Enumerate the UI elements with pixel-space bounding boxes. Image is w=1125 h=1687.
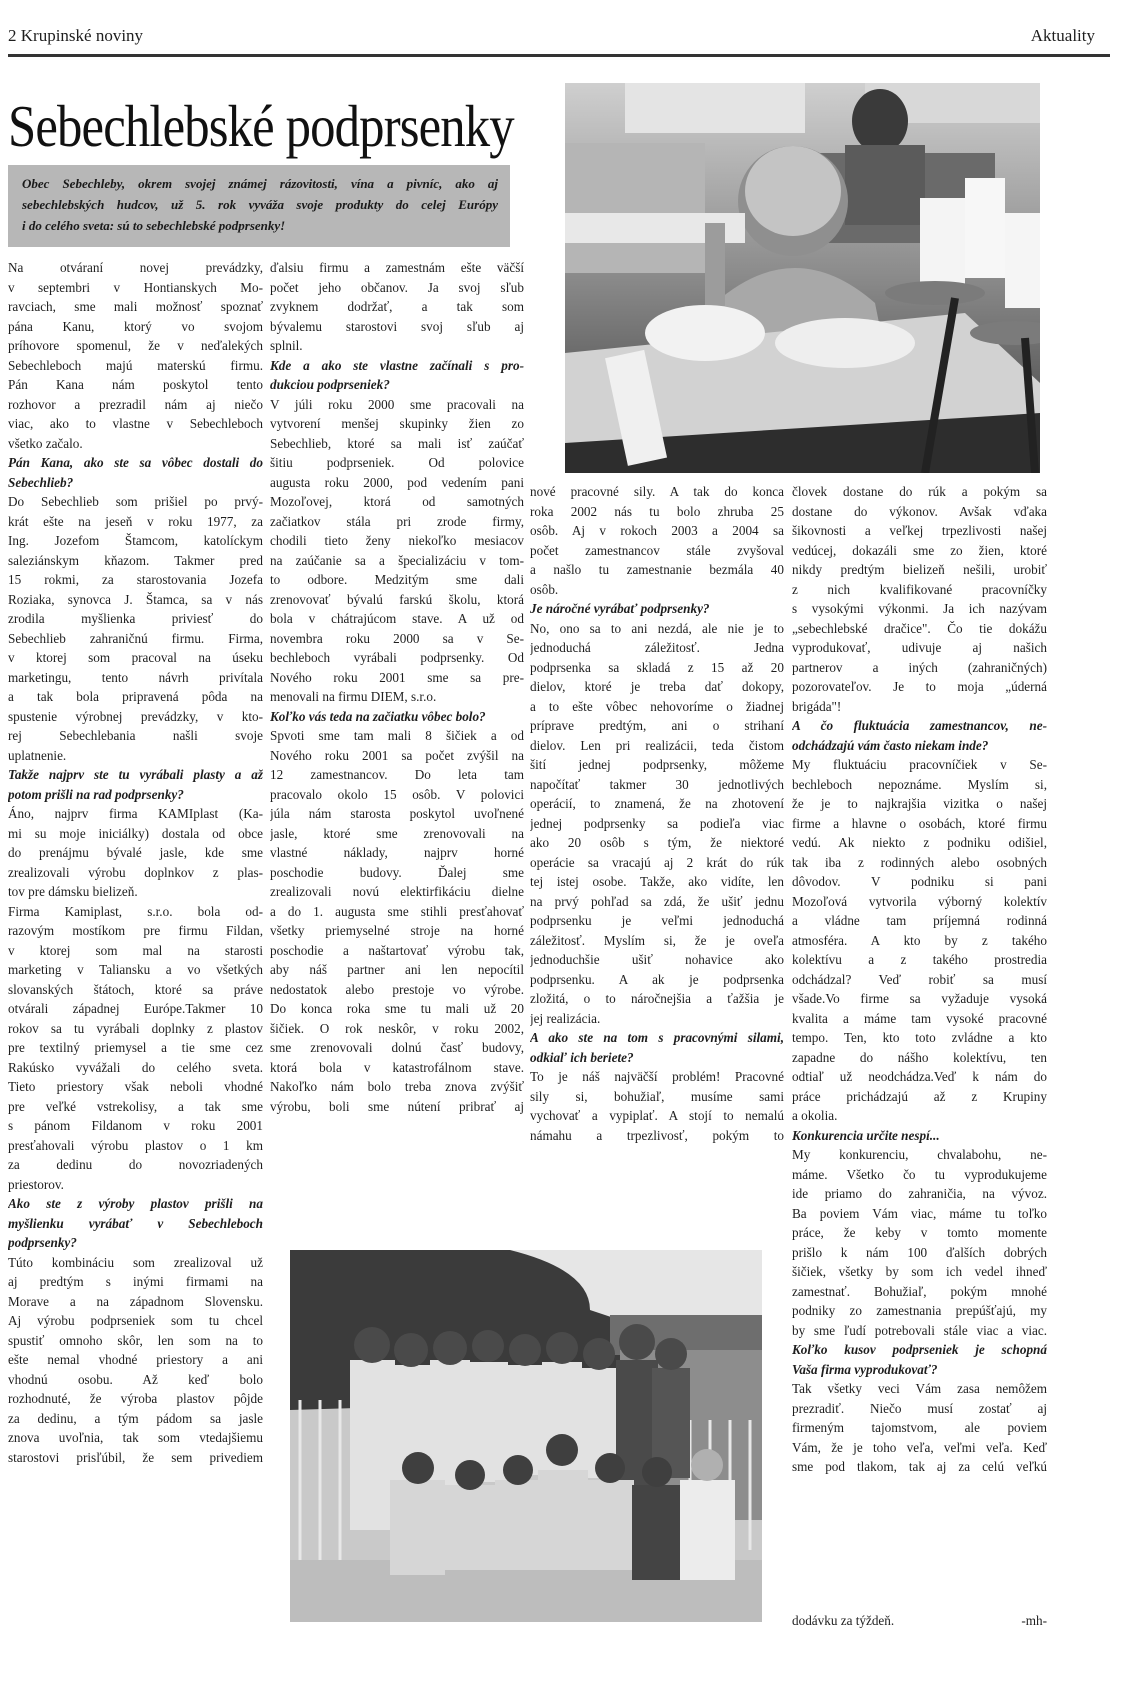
- article-text-line: a tak bola pripravená pôda na: [8, 689, 263, 704]
- article-text-line: vlastné náklady, najprv horné: [270, 845, 524, 860]
- article-text-line: Spvoti sme tam mali 8 šičiek a od: [270, 728, 524, 743]
- article-text-line: spustenie výrobnej prevádzky, v kto-: [8, 708, 263, 724]
- article-text-line: všade.Vo firme sa vyžaduje vysoká: [792, 991, 1047, 1006]
- article-text-line: chodili tieto ženy niekoľko mesiacov: [270, 533, 524, 548]
- section-label: Aktuality: [1030, 26, 1095, 45]
- article-text-line: na zaúčanie sa a špecializáciu v tom-: [270, 552, 524, 568]
- article-text-line: zložitá, o to náročnejšia a ťažšia je: [530, 991, 784, 1006]
- article-text-line: splnil.: [270, 338, 303, 353]
- closing-row: [792, 1611, 1047, 1631]
- article-text-line: a to ešte vôbec nehovoríme o žiadnej: [530, 698, 784, 714]
- article-text-line: nedostatok alebo prestoje vo výrobe.: [270, 981, 524, 997]
- article-text-line: s pánom Fildanom v roku 2001: [8, 1118, 263, 1133]
- article-text-line: pre textilný priemysel a tie sme cez: [8, 1040, 263, 1055]
- article-text-line: brigáda"!: [792, 698, 842, 714]
- article-text-line: s vysokými výkonmi. Ja ich nazývam: [792, 601, 1047, 616]
- article-text-line: kolektívu a z takého prostredia: [792, 952, 1047, 967]
- article-text-line: a vládne tam príjemná rodinná: [792, 913, 1047, 928]
- interview-question-line: Konkurencia určite nespí...: [792, 1127, 940, 1143]
- article-title: Sebechlebské podprsenky: [8, 93, 514, 159]
- page-number-paper-name: 2 Krupinské noviny: [8, 26, 144, 45]
- article-text-line: aby náš partner ani len nepocítil: [270, 962, 524, 977]
- article-text-line: Sebechlieb zahraničnú firmu. Firma,: [8, 630, 263, 646]
- article-text-line: novembra roku 2000 sa v Se-: [270, 630, 524, 646]
- article-text-line: operácie sa vracajú aj 2 krát do rúk: [530, 854, 784, 870]
- article-text-line: zrodila myšlienka priviesť do: [8, 611, 263, 626]
- article-text-line: osôb. Aj v rokoch 2003 a 2004 sa: [530, 523, 784, 538]
- article-text-line: bechleboch nepoznáme. Myslím si,: [792, 776, 1047, 792]
- interview-question-line: odchádzajú vám často niekam inde?: [792, 737, 989, 753]
- closing-line: dodávku za týždeň.: [792, 1613, 895, 1628]
- article-text-line: podprsenka sa skladá z 15 až 20: [530, 659, 784, 675]
- article-text-line: operácií, to znamená, že na zhotovení: [530, 796, 784, 811]
- article-text-line: zamestnať. Bohužiaľ, pokým mnohé: [792, 1283, 1047, 1299]
- article-text-line: augusta roku 2000, pod vedením pani: [270, 474, 524, 490]
- article-text-line: firme a hlavne o osobách, ktoré firmu: [792, 815, 1047, 831]
- article-text-line: sily si, bohužiaľ, musíme sami: [530, 1088, 784, 1104]
- article-text-line: Tieto priestory však neboli vhodné: [8, 1079, 263, 1094]
- article-text-line: saleziánskym kňazom. Takmer pred: [8, 552, 263, 568]
- article-column-3: [530, 482, 784, 1145]
- article-text-line: Aj výrobu podprseniek som tu chcel: [8, 1313, 263, 1328]
- article-text-line: Firma Kamiplast, s.r.o. bola od-: [8, 903, 263, 919]
- article-text-line: uplatnenie.: [8, 747, 67, 763]
- article-text-line: v septembri v Hontianskych Mo-: [8, 279, 263, 295]
- article-text-line: ktorá bola v katastrofálnom stave.: [270, 1059, 524, 1075]
- article-text-line: prišlo k nám 100 ďalších dobrých: [792, 1244, 1047, 1260]
- article-text-line: kvalita a máme tam vysoké pracovné: [792, 1010, 1047, 1026]
- article-text-line: Morave a na západnom Slovensku.: [8, 1293, 263, 1309]
- article-text-line: dielov. Len pri realizácii, teda čistom: [530, 737, 784, 753]
- article-text-line: Ing. Jozefom Štamcom, katolíckym: [8, 533, 263, 548]
- article-text-line: 15 rokmi, za starostovania Jozefa: [8, 572, 263, 587]
- article-text-line: jednej podprsenky sa podieľa viac: [530, 815, 784, 831]
- article-text-line: My konkurenciu, chvalabohu, ne-: [792, 1147, 1047, 1162]
- article-text-line: šičiek, všetky by som ich vedel ihneď: [792, 1264, 1047, 1279]
- article-text-line: podprsenku je veľmi jednoduchá: [530, 913, 784, 928]
- article-text-line: pána Kanu, ktorý vo svojom: [8, 318, 263, 334]
- article-text-line: počet jeho občanov. Ja svoj sľub: [270, 279, 524, 295]
- article-text-line: Mozoľovej, ktorá od samotných: [270, 494, 524, 509]
- article-text-line: zrealizovali výrobu doplnkov z plas-: [8, 864, 263, 880]
- article-text-line: Pán Kana nám poskytol tento: [8, 377, 263, 392]
- article-text-line: a našlo tu zamestnanie bezmála 40: [530, 562, 784, 577]
- article-text-line: „sebechlebské dračice". Čo tie dokážu: [792, 620, 1047, 636]
- interview-question-line: potom prišli na rad podprsenky?: [8, 786, 184, 802]
- article-text-line: práce prichádzajú až z Krupiny: [792, 1088, 1047, 1104]
- article-lead-box: [8, 165, 510, 247]
- article-text-line: za dedinu do novozriadených: [8, 1157, 263, 1172]
- article-text-line: presťahovali výrobu plastov o 1 km: [8, 1137, 263, 1153]
- article-text-line: To je náš najväčší problém! Pracovné: [530, 1069, 784, 1084]
- article-text-line: a okolia.: [792, 1108, 838, 1123]
- article-text-line: priestorov.: [8, 1176, 64, 1192]
- interview-question-line: Ako ste z výroby plastov prišli na: [8, 1196, 263, 1211]
- interview-question-line: A čo fluktuácia zamestnancov, ne-: [792, 718, 1047, 733]
- photo-group-of-workers: [290, 1250, 762, 1622]
- article-text-line: podniky zo zamestnania prepúšťajú, my: [792, 1303, 1047, 1318]
- article-text-line: výrobu, boli sme nútení pribrať aj: [270, 1098, 524, 1114]
- article-text-line: máme. Všetko čo tu vyprodukujeme: [792, 1166, 1047, 1182]
- article-text-line: šití jednej podprsenky, môžeme: [530, 757, 784, 772]
- article-text-line: prezradiť. Niečo musí zostať aj: [792, 1400, 1047, 1416]
- interview-question-line: Pán Kana, ako ste sa vôbec dostali do: [8, 455, 263, 470]
- article-text-line: námahu a trpezlivosť, pokým to: [530, 1127, 784, 1143]
- lead-line: i do celého sveta: sú to sebechlebské podprsenky!: [22, 218, 286, 233]
- article-text-line: to odbore. Medzitým sme dali: [270, 572, 524, 587]
- article-text-line: No, ono sa to ani nezdá, ale nie je to: [530, 620, 784, 636]
- article-text-line: vychovať a vypiplať. A stojí to nemalú: [530, 1108, 784, 1123]
- article-text-line: rozhovor a prezradil nám aj niečo: [8, 396, 263, 412]
- interview-question-line: dukciou podprseniek?: [270, 377, 390, 392]
- article-text-line: jednoduchá záležitosť. Jedna: [530, 640, 784, 655]
- article-text-line: zrealizovali novú elektirfikáciu dielne: [270, 884, 524, 899]
- article-text-line: že je to najkrajšia vizitka o našej: [792, 796, 1047, 811]
- article-text-line: tov pre dámsku bielizeň.: [8, 884, 138, 899]
- interview-question-line: Sebechlieb?: [8, 474, 74, 490]
- interview-question-line: Je náročné vyrábať podprsenky?: [530, 601, 710, 616]
- article-text-line: vedú. Ak niekto z podniku odišiel,: [792, 835, 1047, 850]
- article-text-line: Do konca roka sme tu mali už 20: [270, 1001, 524, 1016]
- article-text-line: zvyknem dodržať, a tak som: [270, 299, 524, 314]
- article-text-line: vhodnú osobu. Až keď bolo: [8, 1371, 263, 1387]
- article-text-line: spustiť omnoho skôr, len som na to: [8, 1332, 263, 1348]
- photo-seamstress: [565, 83, 1040, 473]
- article-text-line: príprave predtým, ani o strihaní: [530, 718, 784, 733]
- article-text-line: bola v chátrajúcom stave. A už od: [270, 611, 524, 626]
- article-text-line: Mozoľová vytvorila výborný kolektív: [792, 893, 1047, 909]
- article-text-line: Na otváraní novej prevádzky,: [8, 260, 263, 275]
- article-text-line: poschodie budovy. Ďalej sme: [270, 864, 524, 880]
- article-text-line: pracovalo okolo 15 osôb. V polovici: [270, 786, 524, 802]
- article-text-line: začiatkov stála pri zrode firmy,: [270, 513, 524, 529]
- article-text-line: a do 1. augusta sme stihli presťahovať: [270, 903, 524, 919]
- article-text-line: podprsenku. A ak je podprsenka: [530, 971, 784, 987]
- article-text-line: vedúcej, dokazáli sme zo žien, ktoré: [792, 542, 1047, 558]
- article-text-line: sme pod tlakom, tak aj za celú veľkú: [792, 1459, 1047, 1474]
- article-text-line: Nového roku 2001 sa počet zvýšil na: [270, 747, 524, 763]
- article-text-line: krát ešte na jeseň v roku 1977, za: [8, 513, 263, 529]
- interview-question-line: Koľko vás teda na začiatku vôbec bolo?: [270, 708, 486, 724]
- article-text-line: Ba poviem Vám viac, máme tu toľko: [792, 1205, 1047, 1221]
- article-text-line: Túto kombináciu som zrealizoval už: [8, 1254, 263, 1270]
- article-text-line: ešte nemal vhodné priestory a ani: [8, 1352, 263, 1367]
- article-text-line: odtiaľ už neodchádza.Veď k nám do: [792, 1069, 1047, 1084]
- article-text-line: firmeným tajomstvom, ale poviem: [792, 1420, 1047, 1435]
- lead-line: Obec Sebechleby, okrem svojej známej rázovitosti, vína a pivníc, ako aj: [22, 176, 498, 191]
- article-text-line: na prvý pohľad sa zdá, že ušiť jednu: [530, 893, 784, 909]
- article-text-line: zapadne do nášho kolektívu, ten: [792, 1049, 1047, 1065]
- article-text-line: rokov sa tu vyrábali doplnky z plastov: [8, 1020, 263, 1036]
- article-text-line: tempo. Ten, kto toto zvládne a kto: [792, 1030, 1047, 1045]
- article-text-line: tej istej osobe. Takže, ako vidíte, len: [530, 874, 784, 889]
- article-text-line: partnerov a iných (zahraničných): [792, 659, 1047, 675]
- article-text-line: sme zrenovovali dolnú časť budovy,: [270, 1040, 524, 1055]
- article-text-line: práce, že keby v tomto momente: [792, 1225, 1047, 1240]
- article-text-line: aj predtým s inými firmami na: [8, 1274, 263, 1289]
- article-text-line: vyprodukovať, udivuje aj našich: [792, 640, 1047, 655]
- group-photo-illustration: [290, 1250, 762, 1622]
- article-text-line: v ktorej som pracoval na úseku: [8, 650, 263, 665]
- interview-question-line: A ako ste na tom s pracovnými silami,: [530, 1030, 784, 1045]
- seamstress-photo-illustration: [565, 83, 1040, 473]
- article-text-line: dielov, ktoré je treba dať dokopy,: [530, 679, 784, 694]
- article-text-line: ravciach, sme mali možnosť spoznať: [8, 299, 263, 314]
- article-text-line: Áno, najprv firma KAMIplast (Ka-: [8, 806, 263, 821]
- article-text-line: atmosféra. A kto by z takého: [792, 932, 1047, 948]
- article-text-line: Tak všetky veci Vám zasa nemôžem: [792, 1381, 1047, 1396]
- article-text-line: bechleboch vyrábali podprsenky. Od: [270, 650, 524, 665]
- article-text-line: rozhodnuté, že výroba plastov pôjde: [8, 1391, 263, 1406]
- interview-question-line: Koľko kusov podprseniek je schopná: [792, 1342, 1047, 1357]
- article-text-line: otvárali západnej Európe.Takmer 10: [8, 1001, 263, 1016]
- article-text-line: zrenovovať bývalú farskú školu, ktorá: [270, 591, 524, 607]
- article-text-line: šitiu podprseniek. Od polovice: [270, 455, 524, 470]
- article-text-line: Nového roku 2001 sme sa pre-: [270, 669, 524, 685]
- article-text-line: odchádzal? Veď robiť sa musí: [792, 971, 1047, 987]
- article-text-line: napočítať takmer 30 jednotlivých: [530, 776, 784, 792]
- article-text-line: jej realizácia.: [530, 1010, 601, 1026]
- article-text-line: príhovore spomenul, že v neďalekých: [8, 338, 263, 353]
- article-text-line: mi su moje iniciálky) dostala od obce: [8, 825, 263, 841]
- article-text-line: záležitosť. Myslím si, že je oveľa: [530, 932, 784, 948]
- article-text-line: všetko začalo.: [8, 435, 83, 451]
- article-text-line: nové pracovné sily. A tak do konca: [530, 484, 784, 499]
- article-text-line: človek dostane do rúk a pokým sa: [792, 484, 1047, 499]
- article-text-line: šikovnosti a veľkej trpezlivosti našej: [792, 523, 1047, 538]
- article-column-4: [792, 482, 1047, 1477]
- article-text-line: dôvodov. V podniku si pani: [792, 874, 1047, 889]
- interview-question-line: podprsenky?: [8, 1235, 77, 1250]
- article-text-line: marketing v Taliansku a vo všetkých: [8, 962, 263, 977]
- article-text-line: rej Sebechlebania našli svoje: [8, 728, 263, 743]
- article-text-line: do prenájmu bývalé jasle, kde sme: [8, 845, 263, 860]
- article-text-line: Do Sebechlieb som prišiel po prvý-: [8, 494, 263, 509]
- article-text-line: v ktorej som mal na starosti: [8, 942, 263, 958]
- article-text-line: roka 2002 nás tu bolo zhruba 25: [530, 503, 784, 519]
- article-text-line: slovanských štátoch, ktoré sa práve: [8, 981, 263, 997]
- author-signature: -mh-: [1021, 1613, 1047, 1628]
- article-text-line: osôb.: [530, 581, 559, 597]
- article-text-line: V júli roku 2000 sme pracovali na: [270, 396, 524, 412]
- article-text-line: 12 zamestnancov. Do leta tam: [270, 767, 524, 782]
- article-column-1: [8, 258, 263, 1467]
- article-text-line: júla nám starosta poskytol uvoľnené: [270, 806, 524, 821]
- article-text-line: počet zamestnancov stále zvyšoval: [530, 542, 784, 558]
- article-text-line: My fluktuáciu pracovníčiek v Se-: [792, 757, 1047, 772]
- article-text-line: jasle, ktoré sme zrenovovali na: [270, 825, 524, 841]
- article-text-line: šičiek. O rok neskôr, v roku 2002,: [270, 1020, 524, 1036]
- article-text-line: jednoduchšie ušiť nohavice ako: [530, 952, 784, 967]
- article-text-line: by sme ľudí potrebovali stále viac a viac.: [792, 1322, 1047, 1338]
- article-text-line: pozorovateľov. Je to moja „úderná: [792, 679, 1047, 694]
- article-text-line: nikdy predtým bielizeň nešili, urobiť: [792, 562, 1047, 577]
- article-text-line: Nakoľko nám bolo treba znova zvýšiť: [270, 1079, 524, 1094]
- article-text-line: poschodie a naštartovať výrobu tak,: [270, 942, 524, 958]
- article-text-line: starostovi prisľúbil, že sem privediem: [8, 1449, 263, 1465]
- interview-question-line: Takže najprv ste tu vyrábali plasty a až: [8, 767, 263, 782]
- article-text-line: všetky priemyselné stroje na horné: [270, 923, 524, 938]
- article-text-line: Sebechlieb, ktoré sa mali isť zaúčať: [270, 435, 524, 451]
- interview-question-line: odkiaľ ich beriete?: [530, 1049, 634, 1065]
- article-text-line: marketingu, tento návrh privítala: [8, 669, 263, 685]
- interview-question-line: myšlienku vyrábať v Sebechleboch: [8, 1215, 263, 1231]
- article-text-line: Roziaka, synovca J. Štamca, sa v nás: [8, 591, 263, 607]
- article-text-line: razovým mostíkom pre firmu Fildan,: [8, 923, 263, 938]
- article-text-line: viac, ako to vlastne v Sebechleboch: [8, 416, 263, 431]
- article-column-2: [270, 258, 524, 1116]
- article-text-line: ako 20 osôb s tým, že niektoré: [530, 835, 784, 850]
- article-text-line: Vám, že je toho veľa, veľmi veľa. Keď: [792, 1439, 1047, 1455]
- article-text-line: tak iba z rodinných alebo osobných: [792, 854, 1047, 870]
- interview-question-line: Kde a ako ste vlastne začínali s pro-: [270, 357, 524, 373]
- article-closing-row: [792, 1611, 1047, 1631]
- article-text-line: Rakúsko vyvážali do celého sveta.: [8, 1059, 263, 1075]
- article-text-line: pre veľké vstrekolisy, a tak sme: [8, 1098, 263, 1114]
- article-text-line: z nich kvalifikované pracovníčky: [792, 581, 1047, 597]
- article-text-line: ďalsiu firmu a zamestnám ešte väčší: [270, 260, 524, 275]
- article-text-line: bývalemu starostovi svoj sľub aj: [270, 318, 524, 334]
- article-text-line: menovali na firmu DIEM, s.r.o.: [270, 689, 437, 704]
- interview-question-line: Vaša firma vyprodukovať?: [792, 1361, 938, 1377]
- article-text-line: dostane do výkonov. Avšak vďaka: [792, 503, 1047, 519]
- article-text-line: znova uvoľnia, tak som vtedajšiemu: [8, 1430, 263, 1445]
- article-text-line: vytvorení menšej skupinky žien zo: [270, 416, 524, 431]
- article-text-line: za dedinu, a tým pádom sa jasle: [8, 1410, 263, 1426]
- lead-line: sebechlebských hudcov, už 5. rok vyváža svoje produkty do celej Európy: [22, 197, 498, 212]
- header-rule: [8, 54, 1110, 57]
- article-text-line: Sebechleboch majú materskú firmu.: [8, 357, 263, 373]
- article-text-line: ide priamo do zahraničia, na vývoz.: [792, 1186, 1047, 1201]
